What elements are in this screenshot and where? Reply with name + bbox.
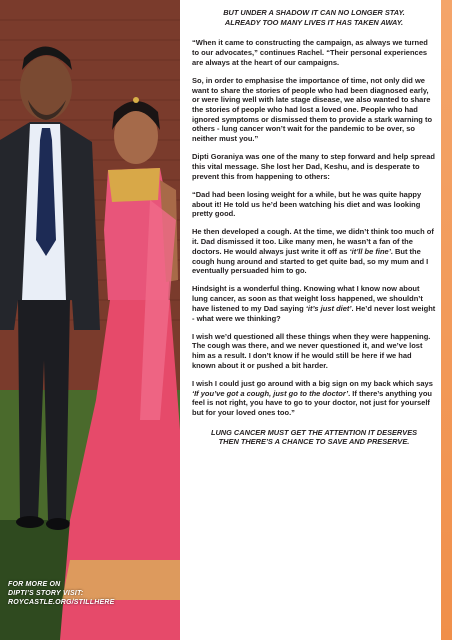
article-heading-line-2: ALREADY TOO MANY LIVES IT HAS TAKEN AWAY. (224, 17, 404, 27)
article-closing-line-1: LUNG CANCER MUST GET THE ATTENTION IT DESERVES (210, 427, 418, 437)
paragraph-1: “When it came to constructing the campaign, as always we turned to our advocates,” continues Rachel. “Their personal experiences are always at the heart of our campaigns. (192, 38, 428, 67)
paragraph-5-quote: ‘it’ll be fine’ (349, 246, 391, 256)
photo-caption-link[interactable]: ROYCASTLE.ORG/STILLHERE (8, 599, 115, 606)
photo-illustration (0, 0, 180, 640)
article-photo (0, 0, 180, 640)
article-body (192, 8, 436, 447)
paragraph-6-text-b: . He’d never lost weight - what were we thinking? (192, 303, 436, 323)
paragraph-5-text-a: He then developed a cough. At the time, we didn’t think too much of it. Dad dismissed it too. Like many men, he wasn’t a fan of the doctors. He would always just write it off as (192, 227, 434, 256)
photo-divider (180, 0, 183, 640)
article-heading (192, 8, 436, 27)
paragraph-6-quote: ‘it’s just diet’ (305, 303, 352, 313)
paragraph-7: I wish we’d questioned all these things when they were happening. The cough was there, and we never questioned it, and we’ve lost him as a result. I don’t know if he would still be here if we had known about it or pushed a bit harder. (192, 331, 431, 370)
paragraph-5 (192, 227, 436, 276)
paragraph-5-text-b: . But the cough hung around and started to get quite bad, so my mum and I eventually persuaded him to go. (192, 246, 429, 276)
article-heading-line-1: BUT UNDER A SHADOW IT CAN NO LONGER STAY. (223, 8, 405, 17)
paragraph-3: Dipti Goraniya was one of the many to step forward and help spread this vital message. She lost her Dad, Keshu, and is desperate to prevent this from happening to others: (192, 152, 435, 181)
photo-caption-line-2: DIPTI’S STORY VISIT: (8, 590, 84, 597)
paragraph-4: “Dad had been losing weight for a while, but he was quite happy about it! He told us he’d been watching his diet and was looking pretty good. (192, 189, 422, 219)
paragraph-6-text-a: Hindsight is a wonderful thing. Knowing what I know now about lung cancer, as soon as that weight loss happened, we shouldn’t have listened to my Dad saying (192, 284, 423, 313)
paragraph-6 (192, 284, 436, 323)
article-closing (192, 428, 436, 447)
photo-caption-line-1: FOR MORE ON (8, 581, 61, 588)
paragraph-8-quote: ‘If you’ve got a cough, just go to the doctor’ (192, 388, 349, 398)
article-closing-line-2: THEN THERE’S A CHANCE TO SAVE AND PRESERVE. (218, 437, 410, 447)
paragraph-8 (192, 379, 436, 418)
page-edge-accent (441, 0, 452, 640)
photo-caption (8, 580, 178, 607)
paragraph-8-text-b: . If there’s anything you feel is not right, you have to go to your doctor, not just for yourself but for your loved ones too.” (192, 388, 433, 418)
paragraph-2: So, in order to emphasise the importance of time, not only did we want to share the stories of people who had been diagnosed early, or were living well with late stage disease, we also wanted to share the stories of people who had lost a loved one. People who had ignored symptoms or dismissed them to provide a stark warning to others - lung cancer won’t wait for the pandemic to be over, so neither must you.” (192, 75, 433, 144)
paragraph-8-text-a: I wish I could just go around with a big sign on my back which says (192, 379, 433, 389)
